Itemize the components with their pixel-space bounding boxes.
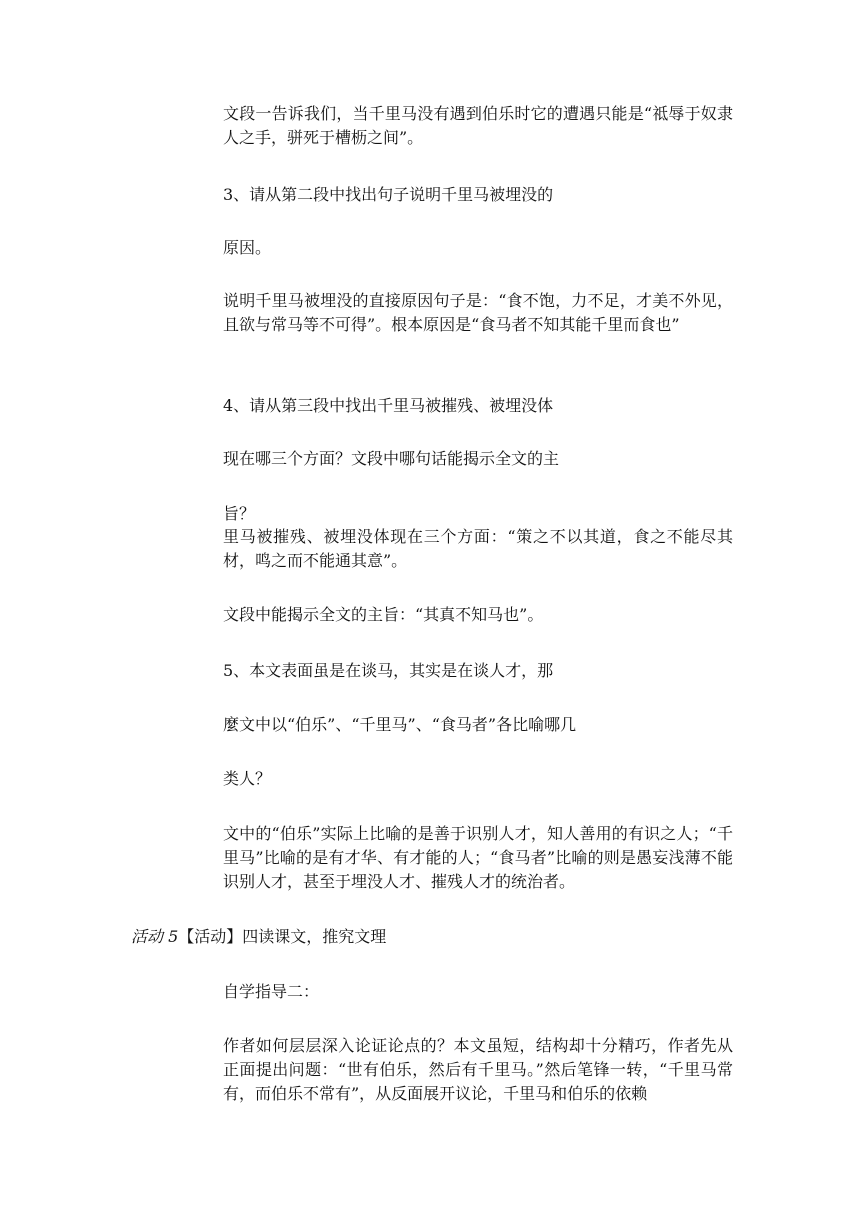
question-4-line-1: 4、请从第三段中找出千里马被摧残、被埋没体: [223, 396, 554, 415]
self-study-guide-label: 自学指导二：: [223, 982, 320, 1001]
activity-number: 活动 5: [131, 927, 179, 946]
question-4-line-3: 旨？: [223, 504, 256, 523]
question-3-line-2: 原因。: [223, 238, 272, 257]
question-5-line-3: 类人？: [223, 769, 272, 788]
activity-title: 【活动】四读课文，推究文理: [178, 927, 387, 946]
paragraph-structure-analysis: 作者如何层层深入论证论点的？本文虽短，结构却十分精巧，作者先从正面提出问题：“世有伯乐，然后有千里马。”然后笔锋一转，“千里马常有，而伯乐不常有”，从反面展开议论，千里马和伯乐的依赖: [223, 1036, 733, 1103]
paragraph-1: 文段一告诉我们，当千里马没有遇到伯乐时它的遭遇只能是“祗辱于奴隶人之手，骈死于槽枥之间”。: [223, 104, 733, 147]
answer-4-part-1: 里马被摧残、被埋没体现在三个方面：“策之不以其道，食之不能尽其材，鸣之而不能通其意”。: [223, 527, 733, 570]
answer-3: 说明千里马被埋没的直接原因句子是：“食不饱，力不足，才美不外见，且欲与常马等不可得”。根本原因是“食马者不知其能千里而食也”: [223, 291, 733, 334]
question-5-line-2: 麼文中以“伯乐”、“千里马”、“食马者”各比喻哪几: [223, 715, 577, 734]
activity-heading: [131, 925, 386, 949]
answer-5: 文中的“伯乐”实际上比喻的是善于识别人才，知人善用的有识之人；“千里马”比喻的是有才华、有才能的人；“食马者”比喻的则是愚妄浅薄不能识别人才，甚至于埋没人才、摧残人才的统治者。: [223, 824, 733, 891]
question-3-line-1: 3、请从第二段中找出句子说明千里马被埋没的: [223, 185, 554, 204]
question-5-line-1: 5、本文表面虽是在谈马，其实是在谈人才，那: [223, 661, 554, 680]
question-4-line-2: 现在哪三个方面？文段中哪句话能揭示全文的主: [223, 449, 560, 468]
answer-4-part-2: 文段中能揭示全文的主旨：“其真不知马也”。: [223, 605, 544, 624]
